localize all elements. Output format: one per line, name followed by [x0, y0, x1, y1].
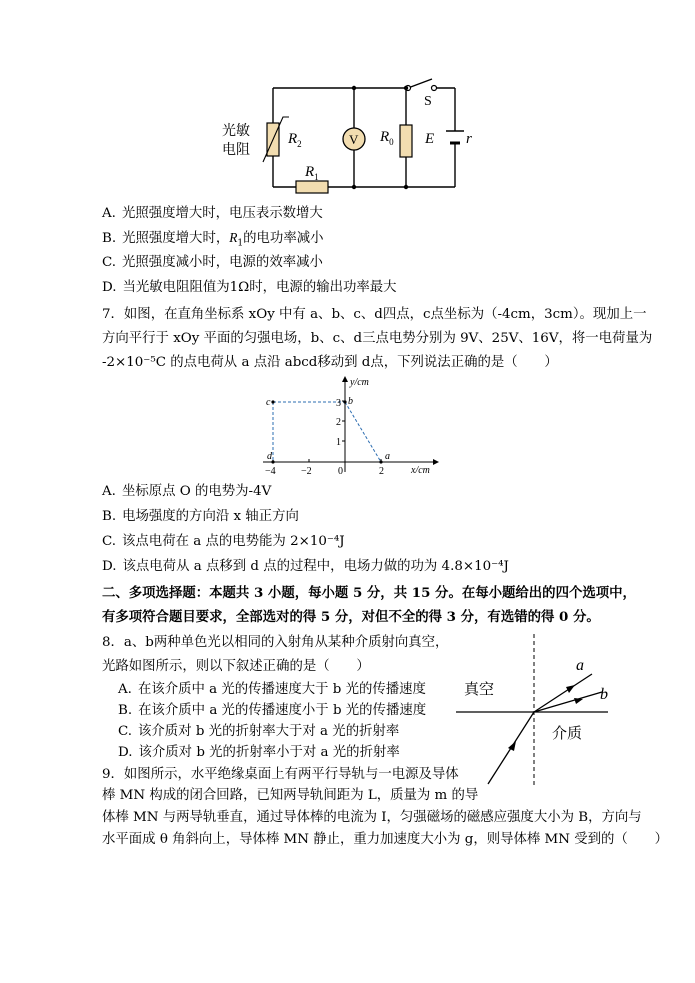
svg-text:R1: $R_1$	[305, 164, 319, 182]
q9-line-4: 水平面成 θ 角斜向上，导体棒 MN 静止，重力加速度大小为 g，则导体棒 MN 受到的（ ）	[102, 832, 668, 847]
q8-line-2: 光路如图所示，则以下叙述正确的是（ ）	[102, 659, 370, 674]
q7-option-a[interactable]: A. 坐标原点 O 的电势为-4V	[102, 484, 272, 499]
q9-line-3: 体棒 MN 与两导轨垂直，通过导体棒的电流为 I，匀强磁场的磁感应强度大小为 B，方向与	[102, 810, 642, 825]
svg-text:R2: $R_2$	[288, 131, 302, 149]
q7-option-b[interactable]: B. 电场强度的方向沿 x 轴正方向	[102, 509, 299, 524]
section2-heading-2: 有多项符合题目要求，全部选对的得 5 分，对但不全的得 3 分，有选错的得 0 分。	[102, 609, 600, 625]
internal-r-label: r	[466, 131, 472, 147]
q7-line-3: -2×10⁻⁵C 的点电荷从 a 点沿 abcd移动到 d点，下列说法正确的是（ ）	[102, 355, 558, 370]
r2-label: R	[288, 131, 298, 147]
refraction-diagram	[452, 632, 612, 790]
point-a-label: a	[385, 451, 390, 462]
vacuum-label: 真空	[464, 682, 495, 698]
r1-label: R	[305, 164, 315, 180]
q6-option-d[interactable]: D. 当光敏电阻阻值为1Ω时，电源的输出功率最大	[102, 280, 397, 295]
q9-line-2: 棒 MN 构成的闭合回路，已知两导轨间距为 L，质量为 m 的导	[102, 788, 479, 803]
y-tick-3: 3	[336, 398, 341, 409]
q8-option-b[interactable]: B. 在该介质中 a 光的传播速度小于 b 光的传播速度	[118, 703, 427, 718]
q8-option-c[interactable]: C. 该介质对 b 光的折射率大于对 a 光的折射率	[118, 724, 400, 739]
medium-label: 介质	[552, 726, 583, 742]
x-tick-neg2: −2	[301, 466, 312, 476]
svg-text:R0: $R_0$	[380, 129, 394, 147]
circuit-diagram	[210, 75, 480, 197]
point-d-label: d	[267, 451, 272, 462]
q8-line-1: 8．a、b两种单色光以相同的入射角从某种介质射向真空，	[102, 635, 449, 650]
y-tick-2: 2	[336, 417, 341, 428]
q8-option-a[interactable]: A. 在该介质中 a 光的传播速度大于 b 光的传播速度	[118, 682, 426, 697]
q7-line-2: 方向平行于 xOy 平面的匀强电场，b、c、d三点电势分别为 9V、25V、16V，将一电荷量为	[102, 331, 653, 346]
q7-option-c[interactable]: C. 该点电荷在 a 点的电势能为 2×10⁻⁴J	[102, 534, 345, 549]
r0-label: R	[380, 129, 390, 145]
q7-option-d[interactable]: D. 该点电荷从 a 点移到 d 点的过程中，电场力做的功为 4.8×10⁻⁴J	[102, 559, 509, 574]
q6-option-a[interactable]: A. 光照强度增大时，电压表示数增大	[102, 206, 323, 221]
q9-line-1: 9．如图所示，水平绝缘桌面上有两平行导轨与一电源及导体	[102, 767, 459, 782]
q7-coordinate-graph	[255, 376, 445, 476]
x-axis-label: x/cm	[411, 465, 430, 476]
photoresistor-label-1: 光敏	[222, 124, 250, 139]
q7-line-1: 7．如图，在直角坐标系 xOy 中有 a、b、c、d四点，c点坐标为（-4cm，3cm）。现加上一	[102, 307, 647, 322]
q6-option-b[interactable]: B. 光照强度增大时，$R_1$的电功率减小	[102, 230, 324, 249]
emf-label: E	[425, 131, 435, 147]
y-tick-1: 1	[336, 437, 341, 448]
x-tick-0: 0	[338, 466, 343, 476]
q6-option-c[interactable]: C. 光照强度减小时，电源的效率减小	[102, 255, 323, 270]
section2-heading-1: 二、多项选择题：本题共 3 小题，每小题 5 分，共 15 分。在每小题给出的四个选项中，	[102, 585, 636, 601]
x-tick-2: 2	[379, 466, 384, 476]
x-tick-neg4: −4	[265, 466, 276, 476]
point-b-label: b	[348, 396, 353, 407]
switch-label: S	[424, 94, 432, 109]
ray-b-label: b	[600, 686, 608, 703]
photoresistor-label-2: 电阻	[222, 143, 250, 158]
q8-option-d[interactable]: D. 该介质对 b 光的折射率小于对 a 光的折射率	[118, 745, 400, 760]
ray-a-label: a	[576, 657, 584, 674]
point-c-label: c	[266, 397, 271, 408]
y-axis-label: y/cm	[350, 377, 369, 388]
voltmeter-label: V	[349, 132, 359, 147]
